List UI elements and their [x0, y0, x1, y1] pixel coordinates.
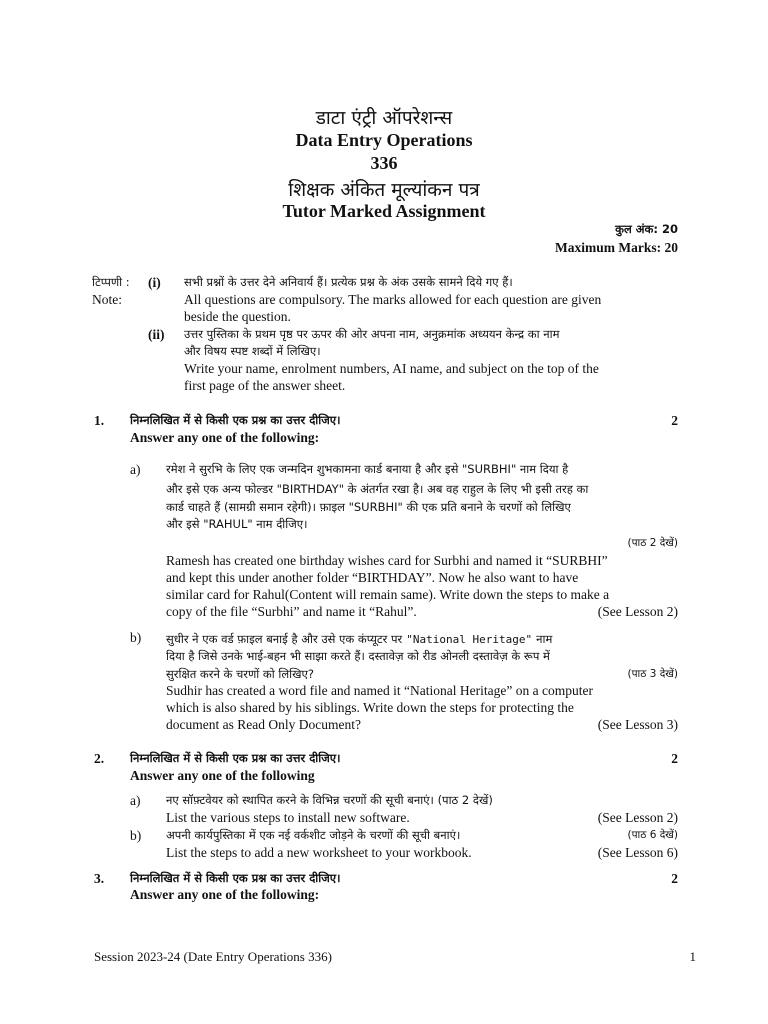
- note-ii-number: (ii): [148, 327, 165, 342]
- subtitle-hindi: शिक्षक अंकित मूल्यांकन पत्र: [288, 179, 480, 201]
- q2-b-english: List the steps to add a new worksheet to your workbook.: [166, 845, 472, 860]
- q2-number: 2.: [94, 751, 105, 766]
- q2-b-reference-hindi: (पाठ 6 देखें): [627, 829, 678, 841]
- q1-a-hindi-4: और इसे "RAHUL" नाम दीजिए।: [166, 517, 308, 531]
- subtitle-english: Tutor Marked Assignment: [282, 201, 486, 221]
- note-i-english-1: All questions are compulsory. The marks allowed for each question are given: [184, 292, 602, 307]
- q2-a-english: List the various steps to install new software.: [166, 810, 410, 825]
- q2-option-b-label: b): [130, 828, 142, 843]
- q1-b-reference-english: (See Lesson 3): [597, 717, 678, 732]
- note-ii-hindi-2: और विषय स्पष्ट शब्दों में लिखिए।: [184, 344, 321, 358]
- q1-b-hindi-3: सुरक्षित करने के चरणों को लिखिए?: [166, 667, 315, 681]
- q3-instruction-english: Answer any one of the following:: [130, 887, 320, 902]
- q3-number: 3.: [94, 871, 105, 886]
- note-i-english-2: beside the question.: [184, 309, 291, 324]
- q1-instruction-hindi: निम्नलिखित में से किसी एक प्रश्न का उत्तर दीजिए।: [130, 413, 341, 427]
- q1-b-english-3: document as Read Only Document?: [166, 717, 361, 732]
- q2-instruction-english: Answer any one of the following: [130, 768, 315, 783]
- q1-b-english-1: Sudhir has created a word file and named it “National Heritage” on a computer: [166, 683, 593, 698]
- q1-marks: 2: [671, 413, 678, 428]
- note-i-number: (i): [148, 275, 161, 290]
- note-label-english: Note:: [92, 292, 122, 307]
- title-english: Data Entry Operations: [295, 130, 473, 150]
- footer-page-number: 1: [689, 949, 696, 964]
- q2-a-hindi: नए सॉफ़्टवेयर को स्थापित करने के विभिन्न चरणों की सूची बनाएं। (पाठ 2 देखें): [166, 793, 493, 807]
- q1-b-hindi-1: [166, 630, 552, 648]
- q1-option-a-label: a): [130, 462, 141, 477]
- note-label-hindi: टिप्पणी :: [92, 275, 130, 289]
- q1-number: 1.: [94, 413, 105, 428]
- q2-b-reference-english: (See Lesson 6): [597, 845, 678, 860]
- q1-a-english-4: copy of the file “Surbhi” and name it “Rahul”.: [166, 604, 417, 619]
- footer-session: Session 2023-24 (Date Entry Operations 336): [94, 949, 332, 964]
- q1-a-english-1: Ramesh has created one birthday wishes card for Surbhi and named it “SURBHI”: [166, 553, 608, 568]
- q1-b-hindi-1-end: नाम: [536, 632, 553, 646]
- q1-b-hindi-2: दिया है जिसे उनके भाई-बहन भी साझा करते हैं। दस्तावेज़ को रीड ओनली दस्तावेज़ के रूप में: [166, 649, 550, 663]
- q1-a-hindi-2: और इसे एक अन्य फोल्डर "BIRTHDAY" के अंतर्गत रखा है। अब वह राहुल के लिए भी इसी तरह का: [166, 482, 589, 496]
- marks-hindi: कुल अंक: 20: [615, 222, 678, 236]
- q1-b-filename: "National Heritage": [406, 633, 533, 646]
- q1-a-hindi-3: कार्ड चाहते हैं (सामग्री समान रहेगी)। फ़ाइल "SURBHI" की एक प्रति बनाने के चरणों को लिखिए: [166, 500, 571, 514]
- q2-b-hindi: अपनी कार्यपुस्तिका में एक नई वर्कशीट जोड़ने के चरणों की सूची बनाएं।: [166, 828, 461, 842]
- q2-marks: 2: [671, 751, 678, 766]
- q2-instruction-hindi: निम्नलिखित में से किसी एक प्रश्न का उत्तर दीजिए।: [130, 751, 341, 765]
- note-i-hindi: सभी प्रश्नों के उत्तर देने अनिवार्य हैं। प्रत्येक प्रश्न के अंक उसके सामने दिये गए हैं।: [184, 275, 513, 289]
- q1-a-english-2: and kept this under another folder “BIRTHDAY”. Now he also want to have: [166, 570, 579, 585]
- q1-b-english-2: which is also shared by his siblings. Write down the steps for protecting the: [166, 700, 574, 715]
- q1-option-b-label: b): [130, 630, 142, 645]
- q2-a-reference-english: (See Lesson 2): [597, 810, 678, 825]
- note-ii-english-2: first page of the answer sheet.: [184, 378, 346, 393]
- title-hindi: डाटा एंट्री ऑपरेशन्स: [315, 107, 453, 129]
- q3-instruction-hindi: निम्नलिखित में से किसी एक प्रश्न का उत्तर दीजिए।: [130, 871, 341, 885]
- q1-b-reference-hindi: (पाठ 3 देखें): [627, 668, 678, 680]
- q1-a-english-3: similar card for Rahul(Content will remain same). Write down the steps to make a: [166, 587, 610, 602]
- q3-marks: 2: [671, 871, 678, 886]
- q2-option-a-label: a): [130, 793, 141, 808]
- note-ii-english-1: Write your name, enrolment numbers, AI name, and subject on the top of the: [184, 361, 599, 376]
- q1-a-reference-hindi: (पाठ 2 देखें): [627, 537, 678, 549]
- q1-a-reference-english: (See Lesson 2): [597, 604, 678, 619]
- course-code: 336: [370, 153, 398, 173]
- q1-b-hindi-1-start: सुधीर ने एक वर्ड फ़ाइल बनाई है और उसे एक कंप्यूटर पर: [166, 632, 403, 646]
- q1-instruction-english: Answer any one of the following:: [130, 430, 320, 445]
- q1-a-hindi-1: रमेश ने सुरभि के लिए एक जन्मदिन शुभकामना कार्ड बनाया है और इसे "SURBHI" नाम दिया है: [166, 462, 569, 476]
- note-ii-hindi-1: उत्तर पुस्तिका के प्रथम पृष्ठ पर ऊपर की ओर अपना नाम, अनुक्रमांक अध्ययन केन्द्र का नाम: [184, 327, 560, 341]
- marks-english: Maximum Marks: 20: [555, 240, 678, 255]
